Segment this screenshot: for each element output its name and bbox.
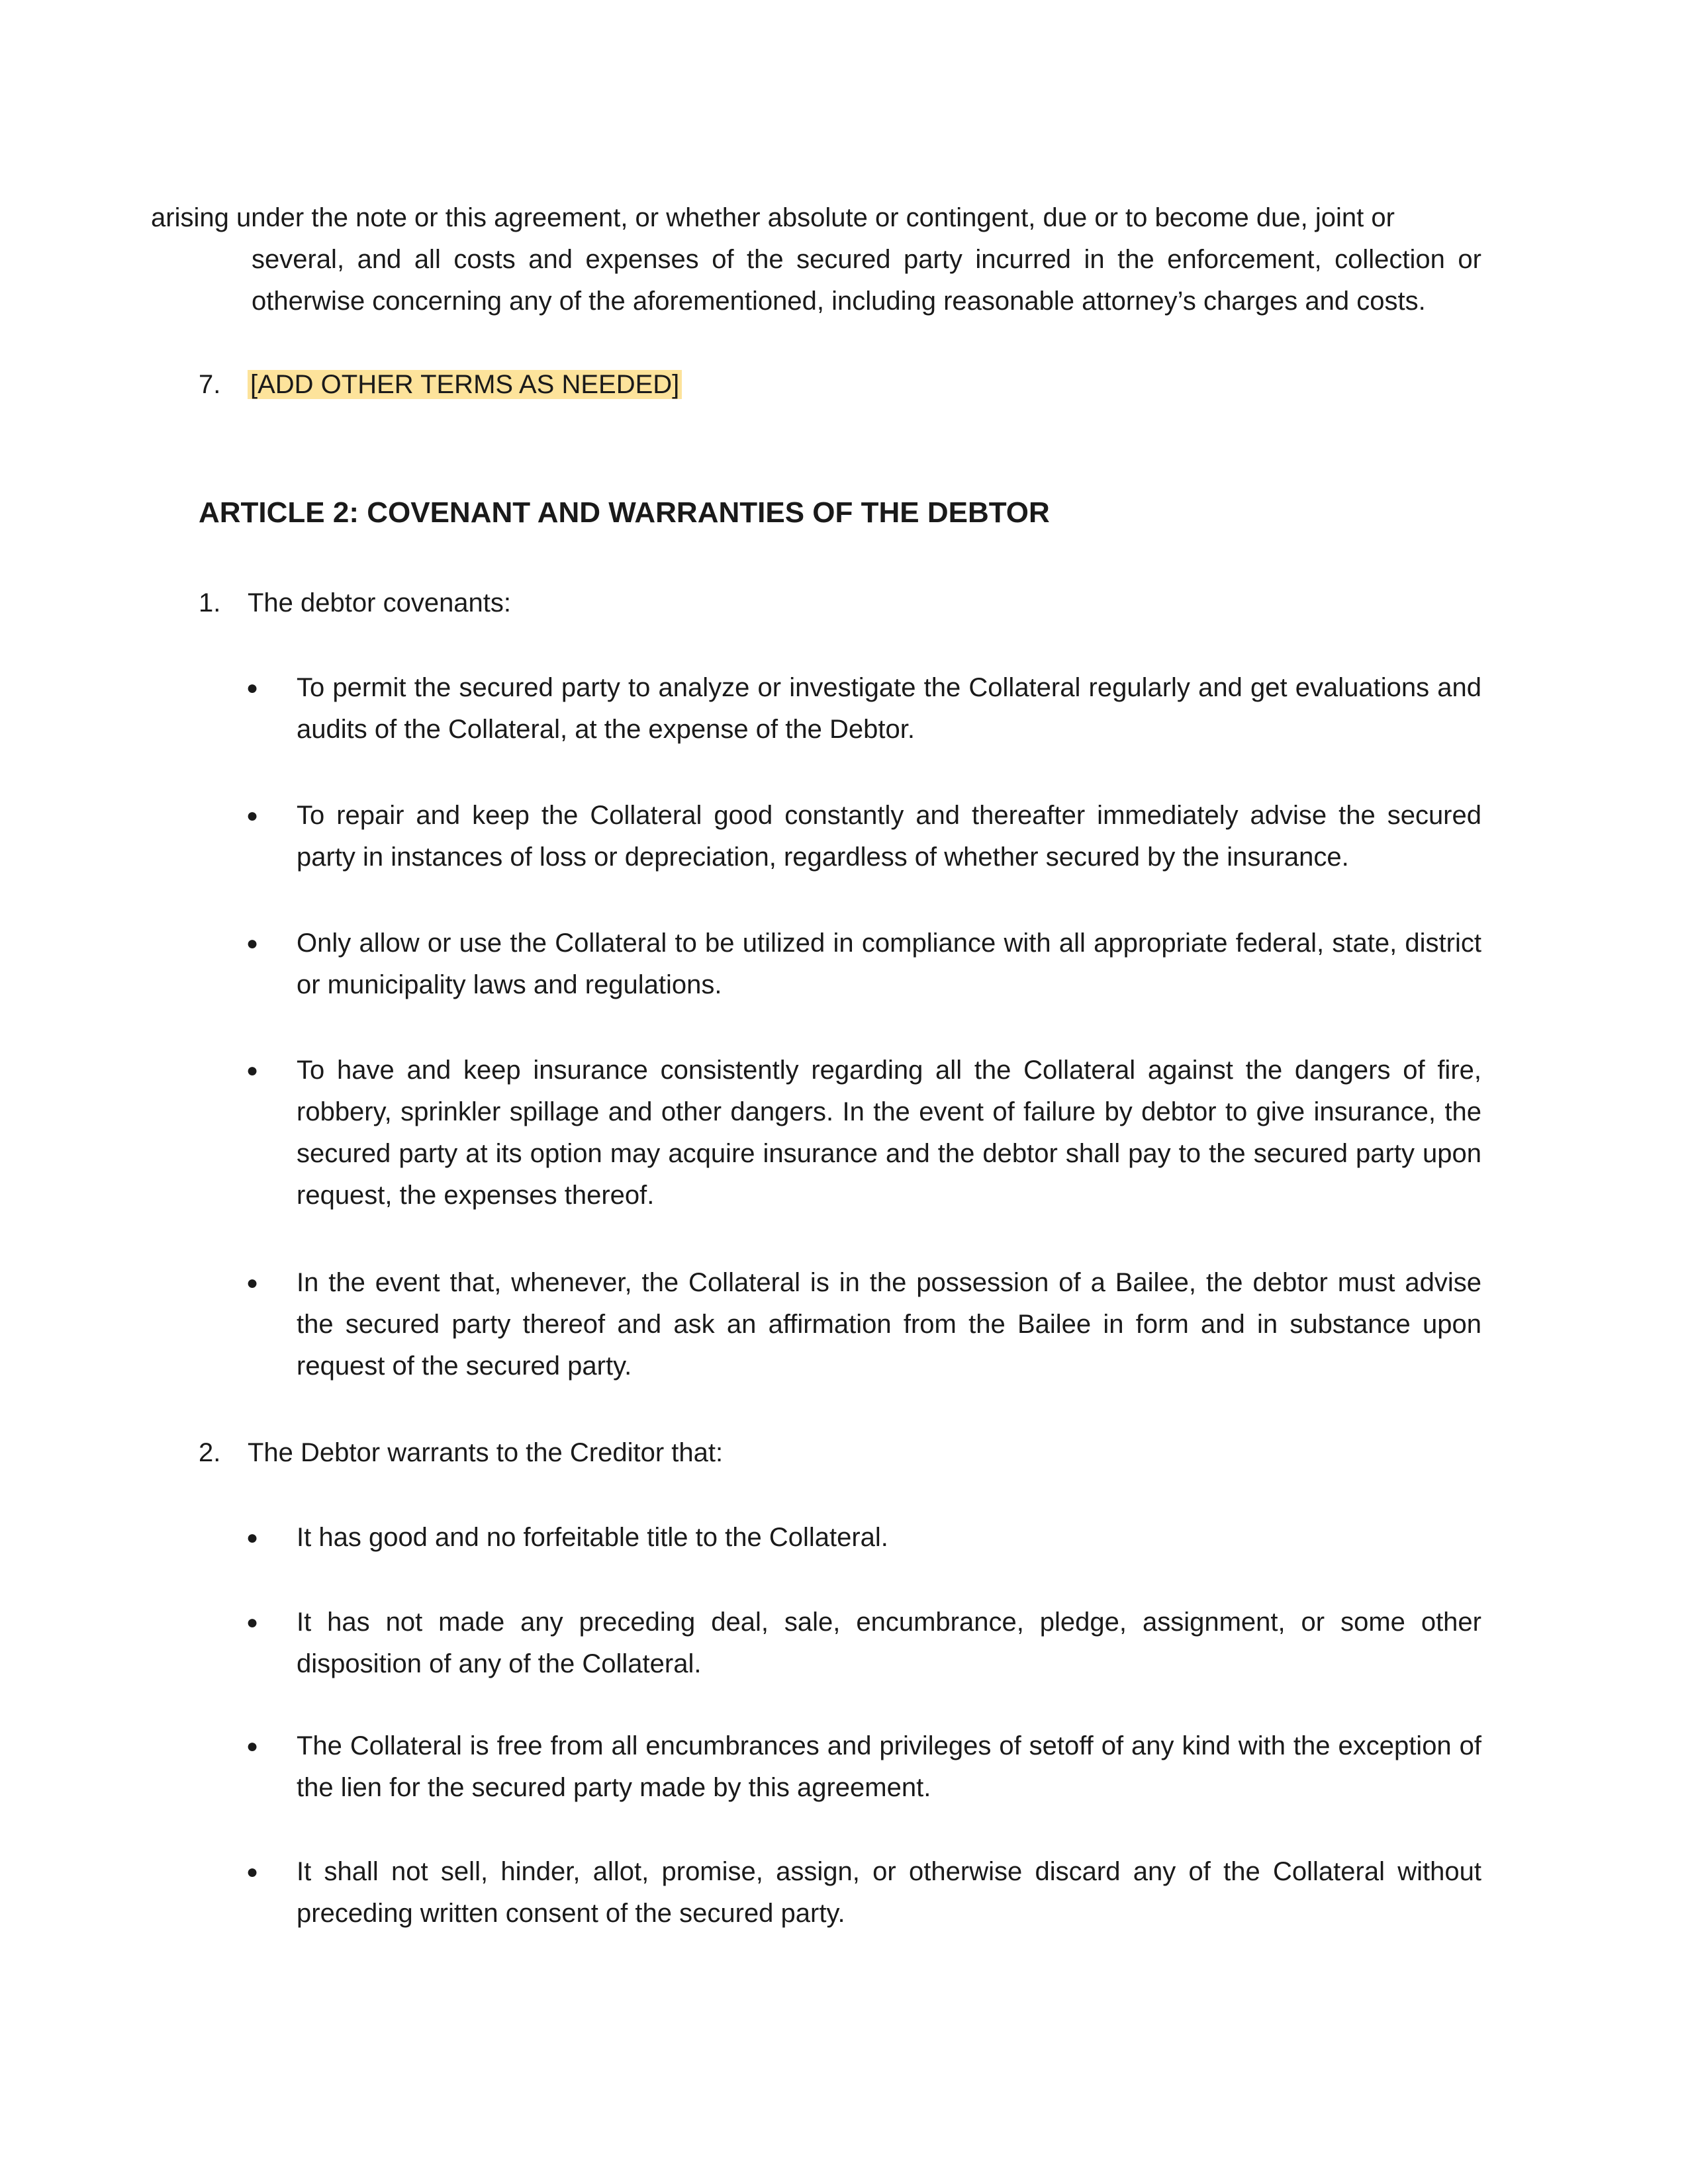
covenant-bullet-2: To repair and keep the Collateral good constantly and thereafter immediately advise the secured party in instances of loss or depreciation, regardless of whether secured by the insurance.: [297, 801, 1481, 872]
article-2-item-1-number: 1.: [199, 588, 221, 617]
article-2-heading: ARTICLE 2: COVENANT AND WARRANTIES OF THE DEBTOR: [199, 496, 1050, 529]
bullet-icon: ●: [246, 1272, 259, 1294]
article-2-item-1-text: The debtor covenants:: [248, 588, 512, 617]
covenant-bullet-3: Only allow or use the Collateral to be utilized in compliance with all appropriate federal, state, district or municipality laws and regulations.: [297, 929, 1481, 999]
placeholder-highlight: [ADD OTHER TERMS AS NEEDED]: [248, 370, 682, 399]
warranty-bullet-4: It shall not sell, hinder, allot, promise, assign, or otherwise discard any of the Collateral without preceding written consent of the secured party.: [297, 1857, 1481, 1928]
item-7-text: [248, 364, 682, 406]
article-2-item-2-number: 2.: [199, 1438, 221, 1467]
covenant-bullet-1: To permit the secured party to analyze or investigate the Collateral regularly and get evaluations and audits of the Collateral, at the expense of the Debtor.: [297, 673, 1481, 744]
article-2-item-2-text: The Debtor warrants to the Creditor that:: [248, 1438, 724, 1467]
bullet-icon: ●: [246, 677, 259, 699]
continuation-first-line: arising under the note or this agreement, or whether absolute or contingent, due or to become due, joint or: [151, 203, 1395, 232]
bullet-icon: ●: [246, 1612, 259, 1633]
warranty-bullet-1: It has good and no forfeitable title to the Collateral.: [297, 1523, 888, 1552]
continuation-paragraph: [151, 197, 1481, 322]
warranty-bullet-3: The Collateral is free from all encumbrances and privileges of setoff of any kind with the exception of the lien for the secured party made by this agreement.: [297, 1731, 1481, 1802]
covenant-bullet-4: To have and keep insurance consistently regarding all the Collateral against the dangers of fire, robbery, sprinkler spillage and other dangers. In the event of failure by debtor to give insurance, the secured party at its option may acquire insurance and the debtor shall pay to the secured party upon request, the expenses thereof.: [297, 1056, 1481, 1210]
bullet-icon: ●: [246, 933, 259, 954]
bullet-icon: ●: [246, 805, 259, 827]
warranty-bullet-2: It has not made any preceding deal, sale, encumbrance, pledge, assignment, or some other disposition of any of the Collateral.: [297, 1608, 1481, 1678]
bullet-icon: ●: [246, 1861, 259, 1883]
bullet-icon: ●: [246, 1735, 259, 1757]
bullet-icon: ●: [246, 1060, 259, 1081]
covenant-bullet-5: In the event that, whenever, the Collateral is in the possession of a Bailee, the debtor must advise the secured party thereof and ask an affirmation from the Bailee in form and in substance upon request of the secured party.: [297, 1268, 1481, 1381]
bullet-icon: ●: [246, 1527, 259, 1549]
item-7-number: 7.: [199, 370, 221, 399]
continuation-rest: several, and all costs and expenses of the secured party incurred in the enforcement, collection or otherwise concerning any of the aforementioned, including reasonable attorney’s charges and costs.: [252, 245, 1481, 316]
